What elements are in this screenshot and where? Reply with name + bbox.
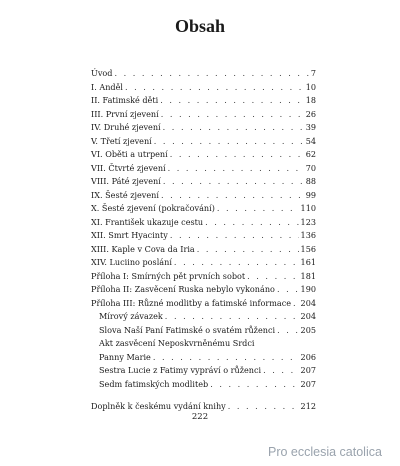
toc-entry-label: VIII. Páté zjevení xyxy=(91,176,161,186)
dot-leader xyxy=(153,351,299,365)
toc-entry xyxy=(91,67,316,81)
toc-entry-label: III. První zjevení xyxy=(91,108,159,119)
toc-entry-label: V. Třetí zjevení xyxy=(91,135,152,146)
toc-entry xyxy=(91,283,316,297)
toc-entry xyxy=(91,270,316,284)
toc-entry-page: 204 xyxy=(300,297,316,308)
page-number: 222 xyxy=(191,412,209,422)
toc-entry xyxy=(91,94,316,108)
toc-entry xyxy=(91,243,316,257)
toc-entry-label: Panny Marie xyxy=(99,351,151,362)
toc-entry xyxy=(91,175,316,189)
toc-entry xyxy=(91,202,316,216)
toc-entry-label: Příloha III: Různé modlitby a fatimské informace xyxy=(91,297,292,308)
dot-leader xyxy=(161,189,304,203)
dot-leader xyxy=(277,283,299,297)
table-of-contents xyxy=(91,67,316,414)
toc-entry xyxy=(91,81,316,95)
toc-entry-page: 88 xyxy=(305,176,316,186)
toc-subentry xyxy=(91,324,316,338)
dot-leader xyxy=(170,148,304,162)
toc-entry xyxy=(91,121,316,135)
toc-entry-label: I. Anděl xyxy=(91,81,123,92)
toc-entry-page: 136 xyxy=(300,230,316,240)
dot-leader xyxy=(160,94,304,108)
toc-entry xyxy=(91,256,316,270)
toc-entry-label: IX. Šesté zjevení xyxy=(91,189,159,200)
toc-entry xyxy=(91,229,316,243)
toc-entry-page: 181 xyxy=(300,270,316,281)
toc-entry-label: Sedm fatimských modliteb xyxy=(99,378,209,389)
toc-entry-page: 54 xyxy=(305,135,316,146)
toc-entry-page: 161 xyxy=(300,257,316,267)
dot-leader xyxy=(277,324,298,338)
toc-entry xyxy=(91,108,316,122)
dot-leader xyxy=(293,297,299,311)
toc-entry-label: Příloha II: Zasvěcení Ruska nebylo vykonáno xyxy=(91,284,275,294)
toc-entry-label: Doplněk k českému vydání knihy xyxy=(91,401,226,411)
toc-entry-label: XII. Smrt Hyacinty xyxy=(91,230,168,240)
toc-entry-label: XI. František ukazuje cestu xyxy=(91,216,204,227)
toc-entry-page: 39 xyxy=(305,122,316,132)
toc-entry-page: 206 xyxy=(300,351,316,362)
toc-entry-page: 18 xyxy=(305,95,316,105)
toc-entry-page: 62 xyxy=(305,149,316,159)
toc-subentry xyxy=(91,351,316,365)
toc-subentry xyxy=(91,378,316,392)
toc-subentry xyxy=(91,364,316,378)
page-title: Obsah xyxy=(174,16,226,36)
toc-entry xyxy=(91,162,316,176)
dot-leader xyxy=(170,229,299,243)
toc-entry-page: 190 xyxy=(300,284,316,294)
dot-leader xyxy=(263,364,298,378)
toc-entry xyxy=(91,148,316,162)
toc-entry-page: 204 xyxy=(300,311,316,321)
dot-leader xyxy=(125,81,304,95)
toc-entry-label: X. Šesté zjevení (pokračování) xyxy=(91,203,215,213)
toc-entry-page: 123 xyxy=(300,216,316,227)
dot-leader xyxy=(205,216,298,230)
toc-entry-label: Sestra Lucie z Fatimy vypráví o růženci xyxy=(99,365,262,375)
toc-entry-label: VI. Oběti a utrpení xyxy=(91,149,168,159)
dot-leader xyxy=(161,108,304,122)
toc-entry-page: 207 xyxy=(300,365,316,375)
dot-leader xyxy=(217,202,299,216)
toc-entry-label: II. Fatimské děti xyxy=(91,95,159,105)
toc-entry-page: 110 xyxy=(300,203,316,213)
toc-entry-page: 99 xyxy=(305,189,316,200)
toc-entry-label: Mírový závazek xyxy=(99,311,163,321)
dot-leader xyxy=(168,162,304,176)
toc-subentry xyxy=(91,337,316,351)
toc-entry-page: 156 xyxy=(300,243,316,254)
toc-entry-label: Úvod xyxy=(91,68,113,78)
toc-entry-label: IV. Druhé zjevení xyxy=(91,122,161,132)
toc-entry xyxy=(91,216,316,230)
dot-leader xyxy=(174,256,299,270)
toc-entry-label: XIII. Kaple v Cova da Iria xyxy=(91,243,195,254)
toc-entry-label: Akt zasvěcení Neposkvrněnému Srdci xyxy=(99,338,255,348)
dot-leader xyxy=(210,378,298,392)
toc-entry-page: 70 xyxy=(305,162,316,173)
dot-leader xyxy=(247,270,298,284)
dot-leader xyxy=(114,67,308,81)
toc-entry xyxy=(91,135,316,149)
toc-entry-label: Slova Naší Paní Fatimské o svatém růženci xyxy=(99,324,276,335)
toc-entry-page: 7 xyxy=(310,68,316,78)
dot-leader xyxy=(197,243,299,257)
toc-entry-page: 207 xyxy=(300,378,316,389)
toc-subentry xyxy=(91,310,316,324)
toc-entry-label: Příloha I: Smírných pět prvních sobot xyxy=(91,270,246,281)
toc-entry-label: VII. Čtvrté zjevení xyxy=(91,162,166,173)
toc-entry xyxy=(91,297,316,311)
dot-leader xyxy=(154,135,304,149)
toc-entry xyxy=(91,189,316,203)
toc-entry-page: 212 xyxy=(300,401,316,411)
dot-leader xyxy=(163,121,304,135)
toc-entry-label: XIV. Luciino poslání xyxy=(91,257,172,267)
dot-leader xyxy=(165,310,299,324)
toc-entry-page: 205 xyxy=(300,324,316,335)
toc-entry-page: 26 xyxy=(305,108,316,119)
dot-leader xyxy=(163,175,304,189)
watermark: Pro ecclesia catolica xyxy=(262,439,400,466)
toc-entry-page: 10 xyxy=(305,81,316,92)
